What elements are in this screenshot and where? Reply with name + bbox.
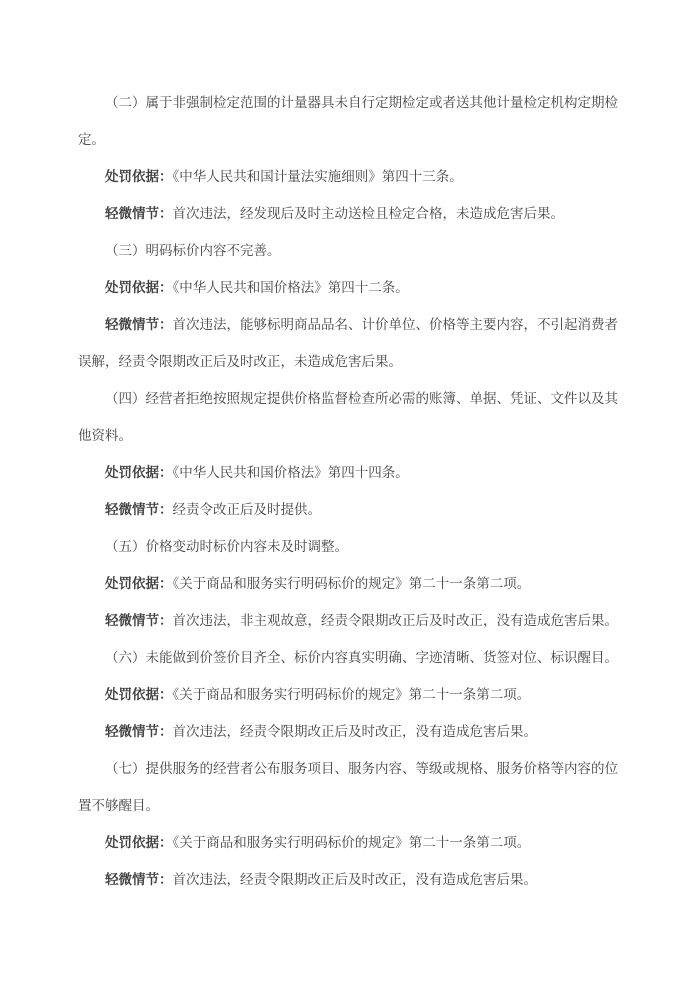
- paragraph-text: （二）属于非强制检定范围的计量器具未自行定期检定或者送其他计量检定机构定期检定。: [78, 95, 618, 147]
- paragraph-text: 《关于商品和服务实行明码标价的规定》第二十一条第二项。: [172, 687, 531, 702]
- paragraph-label: 轻微情节：: [105, 502, 173, 517]
- paragraph-text: 首次违法，非主观故意，经责令限期改正后及时改正，没有造成危害后果。: [172, 613, 618, 628]
- paragraph: [78, 639, 618, 676]
- paragraph: [78, 750, 618, 824]
- paragraph: [78, 195, 618, 232]
- paragraph: [78, 380, 618, 454]
- paragraph-text: 首次违法，经责令限期改正后及时改正，没有造成危害后果。: [172, 872, 537, 887]
- paragraph: [78, 269, 618, 306]
- paragraph: [78, 713, 618, 750]
- paragraph-label: 处罚依据：: [105, 169, 173, 184]
- paragraph: [78, 84, 618, 158]
- paragraph-text: 首次违法，经责令限期改正后及时改正，没有造成危害后果。: [172, 724, 537, 739]
- paragraph: [78, 528, 618, 565]
- paragraph-text: （五）价格变动时标价内容未及时调整。: [105, 539, 348, 554]
- paragraph-label: 处罚依据：: [105, 280, 173, 295]
- paragraph-label: 轻微情节：: [105, 872, 173, 887]
- paragraph-text: 《关于商品和服务实行明码标价的规定》第二十一条第二项。: [172, 576, 531, 591]
- paragraph-label: 轻微情节：: [105, 206, 173, 221]
- paragraph-text: 《中华人民共和国计量法实施细则》第四十三条。: [172, 169, 463, 184]
- paragraph: [78, 306, 618, 380]
- document-content: [78, 84, 618, 898]
- paragraph-label: 处罚依据：: [105, 835, 173, 850]
- paragraph: [78, 824, 618, 861]
- paragraph-text: （七）提供服务的经营者公布服务项目、服务内容、等级或规格、服务价格等内容的位置不够醒目。: [78, 761, 618, 813]
- paragraph: [78, 491, 618, 528]
- paragraph: [78, 602, 618, 639]
- paragraph-label: 轻微情节：: [105, 724, 173, 739]
- paragraph-text: （六）未能做到价签价目齐全、标价内容真实明确、字迹清晰、货签对位、标识醒目。: [105, 650, 618, 665]
- paragraph-text: 《中华人民共和国价格法》第四十四条。: [172, 465, 409, 480]
- paragraph-text: 首次违法，能够标明商品品名、计价单位、价格等主要内容，不引起消费者误解，经责令限期改正后及时改正，未造成危害后果。: [78, 317, 618, 369]
- paragraph-label: 轻微情节：: [105, 317, 173, 332]
- paragraph: [78, 676, 618, 713]
- paragraph-label: 处罚依据：: [105, 687, 173, 702]
- paragraph: [78, 158, 618, 195]
- paragraph: [78, 861, 618, 898]
- paragraph: [78, 565, 618, 602]
- paragraph-text: 经责令改正后及时提供。: [172, 502, 321, 517]
- paragraph-text: 《中华人民共和国价格法》第四十二条。: [172, 280, 409, 295]
- paragraph: [78, 454, 618, 491]
- paragraph-text: 首次违法，经发现后及时主动送检且检定合格，未造成危害后果。: [172, 206, 564, 221]
- paragraph-text: （四）经营者拒绝按照规定提供价格监督检查所必需的账簿、单据、凭证、文件以及其他资料。: [78, 391, 618, 443]
- paragraph-text: （三）明码标价内容不完善。: [105, 243, 281, 258]
- paragraph-label: 处罚依据：: [105, 465, 173, 480]
- paragraph-text: 《关于商品和服务实行明码标价的规定》第二十一条第二项。: [172, 835, 531, 850]
- paragraph-label: 处罚依据：: [105, 576, 173, 591]
- paragraph-label: 轻微情节：: [105, 613, 173, 628]
- paragraph: [78, 232, 618, 269]
